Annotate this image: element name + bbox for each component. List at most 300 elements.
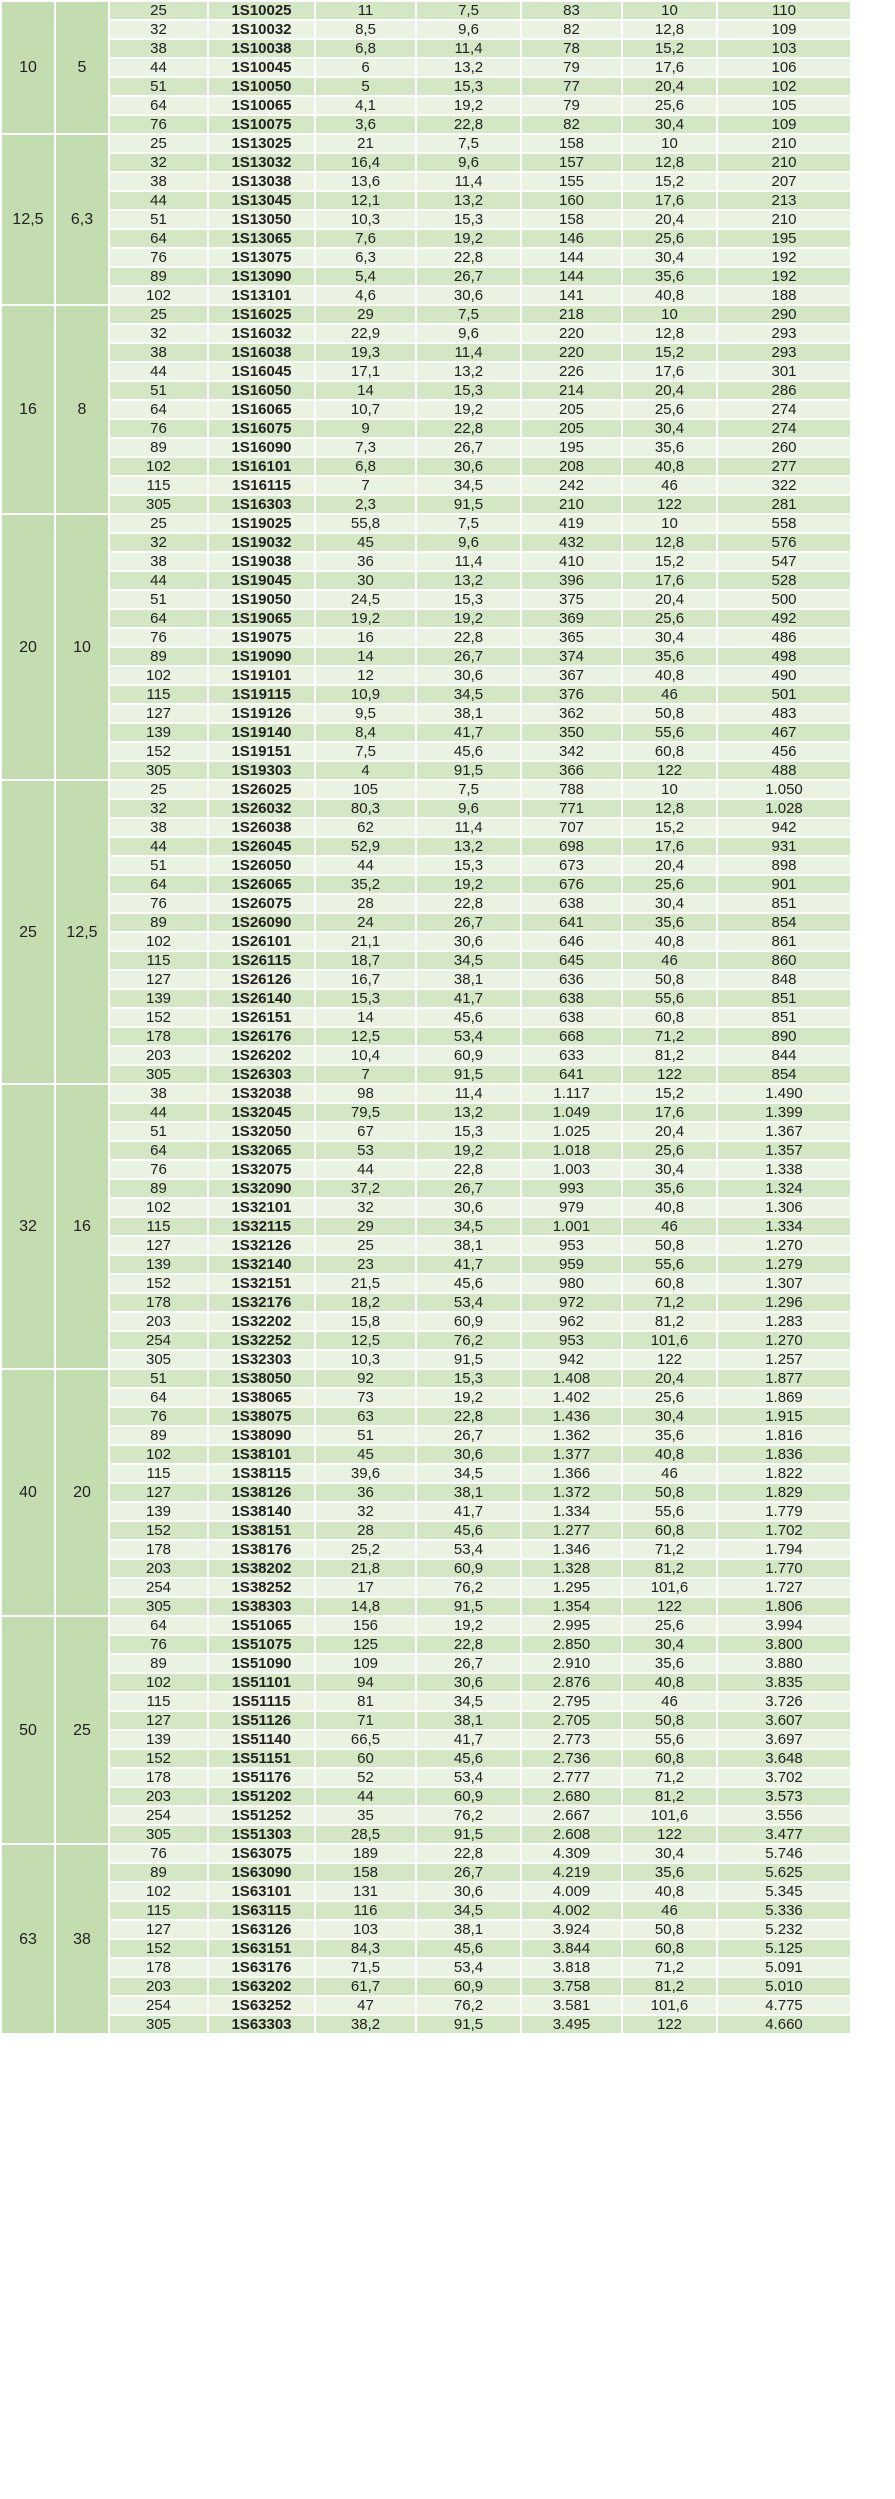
code-cell: 1S38115 xyxy=(208,1464,315,1483)
table-row xyxy=(1,1027,851,1046)
value-b-cell: 30,6 xyxy=(416,457,521,476)
value-d-cell: 55,6 xyxy=(622,1255,717,1274)
code-cell: 1S51176 xyxy=(208,1768,315,1787)
code-cell: 1S13025 xyxy=(208,134,315,153)
value-a-cell: 18,7 xyxy=(315,951,416,970)
group-half-cell: 16 xyxy=(55,1084,109,1369)
value-c-cell: 979 xyxy=(521,1198,622,1217)
value-e-cell: 322 xyxy=(717,476,851,495)
value-e-cell: 195 xyxy=(717,229,851,248)
code-cell: 1S13075 xyxy=(208,248,315,267)
value-b-cell: 91,5 xyxy=(416,1350,521,1369)
value-b-cell: 9,6 xyxy=(416,153,521,172)
size-cell: 127 xyxy=(109,1920,208,1939)
value-c-cell: 1.366 xyxy=(521,1464,622,1483)
value-c-cell: 365 xyxy=(521,628,622,647)
value-d-cell: 40,8 xyxy=(622,1198,717,1217)
value-a-cell: 15,8 xyxy=(315,1312,416,1331)
value-e-cell: 286 xyxy=(717,381,851,400)
value-c-cell: 2.705 xyxy=(521,1711,622,1730)
value-e-cell: 103 xyxy=(717,39,851,58)
table-row xyxy=(1,1198,851,1217)
value-d-cell: 35,6 xyxy=(622,913,717,932)
value-e-cell: 854 xyxy=(717,1065,851,1084)
table-row xyxy=(1,20,851,39)
value-b-cell: 19,2 xyxy=(416,875,521,894)
group-half-cell: 20 xyxy=(55,1369,109,1616)
value-e-cell: 1.836 xyxy=(717,1445,851,1464)
value-d-cell: 35,6 xyxy=(622,267,717,286)
table-row xyxy=(1,362,851,381)
code-cell: 1S13045 xyxy=(208,191,315,210)
size-cell: 89 xyxy=(109,1654,208,1673)
size-cell: 254 xyxy=(109,1331,208,1350)
value-c-cell: 350 xyxy=(521,723,622,742)
size-cell: 64 xyxy=(109,229,208,248)
code-cell: 1S51151 xyxy=(208,1749,315,1768)
size-cell: 102 xyxy=(109,932,208,951)
value-a-cell: 47 xyxy=(315,1996,416,2015)
table-row xyxy=(1,989,851,1008)
value-b-cell: 38,1 xyxy=(416,1236,521,1255)
size-cell: 44 xyxy=(109,58,208,77)
value-c-cell: 959 xyxy=(521,1255,622,1274)
value-d-cell: 71,2 xyxy=(622,1027,717,1046)
size-cell: 178 xyxy=(109,1293,208,1312)
value-c-cell: 205 xyxy=(521,400,622,419)
group-diameter-cell: 20 xyxy=(1,514,55,780)
value-c-cell: 83 xyxy=(521,1,622,20)
value-b-cell: 9,6 xyxy=(416,324,521,343)
table-row xyxy=(1,1958,851,1977)
value-b-cell: 38,1 xyxy=(416,704,521,723)
size-cell: 139 xyxy=(109,1502,208,1521)
value-a-cell: 5,4 xyxy=(315,267,416,286)
value-b-cell: 38,1 xyxy=(416,1920,521,1939)
code-cell: 1S38126 xyxy=(208,1483,315,1502)
table-row xyxy=(1,1369,851,1388)
table-row xyxy=(1,1844,851,1863)
table-row xyxy=(1,571,851,590)
value-a-cell: 4 xyxy=(315,761,416,780)
value-a-cell: 7,3 xyxy=(315,438,416,457)
code-cell: 1S10032 xyxy=(208,20,315,39)
code-cell: 1S51140 xyxy=(208,1730,315,1749)
value-a-cell: 30 xyxy=(315,571,416,590)
value-b-cell: 13,2 xyxy=(416,837,521,856)
size-cell: 38 xyxy=(109,818,208,837)
value-b-cell: 30,6 xyxy=(416,932,521,951)
value-b-cell: 30,6 xyxy=(416,1882,521,1901)
value-b-cell: 11,4 xyxy=(416,39,521,58)
size-cell: 32 xyxy=(109,20,208,39)
value-c-cell: 2.995 xyxy=(521,1616,622,1635)
code-cell: 1S26032 xyxy=(208,799,315,818)
value-e-cell: 3.800 xyxy=(717,1635,851,1654)
value-b-cell: 76,2 xyxy=(416,1806,521,1825)
value-a-cell: 10,7 xyxy=(315,400,416,419)
value-a-cell: 23 xyxy=(315,1255,416,1274)
value-a-cell: 71 xyxy=(315,1711,416,1730)
value-a-cell: 71,5 xyxy=(315,1958,416,1977)
value-d-cell: 30,4 xyxy=(622,1635,717,1654)
value-e-cell: 456 xyxy=(717,742,851,761)
value-c-cell: 638 xyxy=(521,1008,622,1027)
value-a-cell: 19,3 xyxy=(315,343,416,362)
value-e-cell: 1.257 xyxy=(717,1350,851,1369)
table-row xyxy=(1,1692,851,1711)
table-row xyxy=(1,39,851,58)
value-b-cell: 38,1 xyxy=(416,1483,521,1502)
value-a-cell: 66,5 xyxy=(315,1730,416,1749)
code-cell: 1S10075 xyxy=(208,115,315,134)
size-cell: 89 xyxy=(109,1426,208,1445)
value-d-cell: 15,2 xyxy=(622,39,717,58)
code-cell: 1S26303 xyxy=(208,1065,315,1084)
value-a-cell: 131 xyxy=(315,1882,416,1901)
value-e-cell: 293 xyxy=(717,343,851,362)
table-row xyxy=(1,210,851,229)
value-c-cell: 4.009 xyxy=(521,1882,622,1901)
value-c-cell: 638 xyxy=(521,989,622,1008)
value-a-cell: 25 xyxy=(315,1236,416,1255)
value-d-cell: 122 xyxy=(622,2015,717,2034)
value-a-cell: 14,8 xyxy=(315,1597,416,1616)
value-d-cell: 50,8 xyxy=(622,1920,717,1939)
code-cell: 1S38252 xyxy=(208,1578,315,1597)
value-e-cell: 4.775 xyxy=(717,1996,851,2015)
table-row xyxy=(1,1521,851,1540)
code-cell: 1S13038 xyxy=(208,172,315,191)
value-b-cell: 53,4 xyxy=(416,1768,521,1787)
size-cell: 139 xyxy=(109,1255,208,1274)
value-b-cell: 19,2 xyxy=(416,1616,521,1635)
value-c-cell: 2.680 xyxy=(521,1787,622,1806)
size-cell: 25 xyxy=(109,134,208,153)
value-a-cell: 2,3 xyxy=(315,495,416,514)
value-e-cell: 3.477 xyxy=(717,1825,851,1844)
value-a-cell: 51 xyxy=(315,1426,416,1445)
value-a-cell: 16,7 xyxy=(315,970,416,989)
value-c-cell: 158 xyxy=(521,134,622,153)
value-e-cell: 5.345 xyxy=(717,1882,851,1901)
value-e-cell: 5.010 xyxy=(717,1977,851,1996)
code-cell: 1S63202 xyxy=(208,1977,315,1996)
code-cell: 1S51252 xyxy=(208,1806,315,1825)
value-d-cell: 15,2 xyxy=(622,818,717,837)
value-b-cell: 34,5 xyxy=(416,685,521,704)
code-cell: 1S26202 xyxy=(208,1046,315,1065)
value-e-cell: 192 xyxy=(717,267,851,286)
group-half-cell: 10 xyxy=(55,514,109,780)
value-a-cell: 45 xyxy=(315,533,416,552)
value-a-cell: 39,6 xyxy=(315,1464,416,1483)
value-d-cell: 20,4 xyxy=(622,210,717,229)
value-c-cell: 78 xyxy=(521,39,622,58)
size-cell: 305 xyxy=(109,761,208,780)
table-row xyxy=(1,438,851,457)
value-c-cell: 1.295 xyxy=(521,1578,622,1597)
value-a-cell: 52 xyxy=(315,1768,416,1787)
value-c-cell: 1.003 xyxy=(521,1160,622,1179)
table-row xyxy=(1,1065,851,1084)
value-e-cell: 492 xyxy=(717,609,851,628)
table-row xyxy=(1,932,851,951)
size-cell: 51 xyxy=(109,1122,208,1141)
value-a-cell: 189 xyxy=(315,1844,416,1863)
size-cell: 64 xyxy=(109,609,208,628)
size-cell: 102 xyxy=(109,1445,208,1464)
value-d-cell: 30,4 xyxy=(622,419,717,438)
value-c-cell: 707 xyxy=(521,818,622,837)
value-a-cell: 24,5 xyxy=(315,590,416,609)
group-diameter-cell: 16 xyxy=(1,305,55,514)
size-cell: 51 xyxy=(109,1369,208,1388)
table-row xyxy=(1,305,851,324)
value-a-cell: 103 xyxy=(315,1920,416,1939)
value-a-cell: 32 xyxy=(315,1502,416,1521)
value-e-cell: 1.306 xyxy=(717,1198,851,1217)
code-cell: 1S38101 xyxy=(208,1445,315,1464)
value-e-cell: 5.746 xyxy=(717,1844,851,1863)
table-row xyxy=(1,1122,851,1141)
value-a-cell: 28 xyxy=(315,894,416,913)
value-c-cell: 646 xyxy=(521,932,622,951)
value-a-cell: 17,1 xyxy=(315,362,416,381)
code-cell: 1S32065 xyxy=(208,1141,315,1160)
value-c-cell: 1.049 xyxy=(521,1103,622,1122)
table-row xyxy=(1,742,851,761)
value-a-cell: 73 xyxy=(315,1388,416,1407)
value-c-cell: 1.354 xyxy=(521,1597,622,1616)
table-row xyxy=(1,343,851,362)
table-row xyxy=(1,1084,851,1103)
value-e-cell: 3.702 xyxy=(717,1768,851,1787)
table-row xyxy=(1,1426,851,1445)
code-cell: 1S19038 xyxy=(208,552,315,571)
value-d-cell: 46 xyxy=(622,685,717,704)
code-cell: 1S51090 xyxy=(208,1654,315,1673)
value-d-cell: 122 xyxy=(622,495,717,514)
value-c-cell: 645 xyxy=(521,951,622,970)
value-b-cell: 91,5 xyxy=(416,1825,521,1844)
value-c-cell: 636 xyxy=(521,970,622,989)
size-cell: 305 xyxy=(109,1065,208,1084)
code-cell: 1S38140 xyxy=(208,1502,315,1521)
table-row xyxy=(1,818,851,837)
value-c-cell: 155 xyxy=(521,172,622,191)
size-cell: 89 xyxy=(109,1179,208,1198)
table-row xyxy=(1,1274,851,1293)
value-c-cell: 698 xyxy=(521,837,622,856)
value-b-cell: 26,7 xyxy=(416,267,521,286)
value-b-cell: 26,7 xyxy=(416,647,521,666)
value-e-cell: 890 xyxy=(717,1027,851,1046)
value-a-cell: 44 xyxy=(315,856,416,875)
size-cell: 51 xyxy=(109,381,208,400)
value-a-cell: 7,5 xyxy=(315,742,416,761)
size-cell: 25 xyxy=(109,305,208,324)
value-a-cell: 17 xyxy=(315,1578,416,1597)
value-c-cell: 942 xyxy=(521,1350,622,1369)
value-d-cell: 30,4 xyxy=(622,894,717,913)
table-row xyxy=(1,970,851,989)
code-cell: 1S51075 xyxy=(208,1635,315,1654)
value-c-cell: 366 xyxy=(521,761,622,780)
code-cell: 1S51065 xyxy=(208,1616,315,1635)
table-row xyxy=(1,1483,851,1502)
value-a-cell: 10,3 xyxy=(315,1350,416,1369)
table-row xyxy=(1,134,851,153)
size-cell: 44 xyxy=(109,1103,208,1122)
code-cell: 1S19115 xyxy=(208,685,315,704)
value-a-cell: 11 xyxy=(315,1,416,20)
value-c-cell: 1.436 xyxy=(521,1407,622,1426)
size-cell: 89 xyxy=(109,438,208,457)
value-d-cell: 25,6 xyxy=(622,400,717,419)
value-a-cell: 13,6 xyxy=(315,172,416,191)
value-a-cell: 36 xyxy=(315,1483,416,1502)
value-d-cell: 35,6 xyxy=(622,647,717,666)
table-row xyxy=(1,1673,851,1692)
table-row xyxy=(1,1046,851,1065)
value-a-cell: 125 xyxy=(315,1635,416,1654)
code-cell: 1S26065 xyxy=(208,875,315,894)
code-cell: 1S26101 xyxy=(208,932,315,951)
value-e-cell: 1.806 xyxy=(717,1597,851,1616)
value-e-cell: 861 xyxy=(717,932,851,951)
value-c-cell: 410 xyxy=(521,552,622,571)
value-e-cell: 210 xyxy=(717,134,851,153)
value-e-cell: 1.283 xyxy=(717,1312,851,1331)
code-cell: 1S19101 xyxy=(208,666,315,685)
code-cell: 1S38075 xyxy=(208,1407,315,1426)
code-cell: 1S32140 xyxy=(208,1255,315,1274)
value-d-cell: 10 xyxy=(622,305,717,324)
value-d-cell: 25,6 xyxy=(622,229,717,248)
value-b-cell: 9,6 xyxy=(416,20,521,39)
size-cell: 64 xyxy=(109,1141,208,1160)
value-c-cell: 993 xyxy=(521,1179,622,1198)
table-row xyxy=(1,248,851,267)
table-row xyxy=(1,1920,851,1939)
code-cell: 1S32101 xyxy=(208,1198,315,1217)
value-d-cell: 35,6 xyxy=(622,1863,717,1882)
size-cell: 115 xyxy=(109,476,208,495)
table-row xyxy=(1,1882,851,1901)
code-cell: 1S32045 xyxy=(208,1103,315,1122)
table-row xyxy=(1,1160,851,1179)
value-d-cell: 60,8 xyxy=(622,1008,717,1027)
value-e-cell: 3.835 xyxy=(717,1673,851,1692)
value-a-cell: 32 xyxy=(315,1198,416,1217)
value-e-cell: 1.357 xyxy=(717,1141,851,1160)
value-c-cell: 673 xyxy=(521,856,622,875)
group-half-cell: 6,3 xyxy=(55,134,109,305)
code-cell: 1S51202 xyxy=(208,1787,315,1806)
value-e-cell: 854 xyxy=(717,913,851,932)
table-row xyxy=(1,1502,851,1521)
table-row xyxy=(1,1141,851,1160)
code-cell: 1S10038 xyxy=(208,39,315,58)
table-row xyxy=(1,685,851,704)
value-b-cell: 45,6 xyxy=(416,1939,521,1958)
value-c-cell: 2.667 xyxy=(521,1806,622,1825)
code-cell: 1S32252 xyxy=(208,1331,315,1350)
table-row xyxy=(1,1939,851,1958)
size-cell: 127 xyxy=(109,970,208,989)
table-row xyxy=(1,1977,851,1996)
table-row xyxy=(1,115,851,134)
value-e-cell: 5.125 xyxy=(717,1939,851,1958)
table-row xyxy=(1,381,851,400)
value-b-cell: 45,6 xyxy=(416,1521,521,1540)
code-cell: 1S51126 xyxy=(208,1711,315,1730)
code-cell: 1S26075 xyxy=(208,894,315,913)
value-a-cell: 80,3 xyxy=(315,799,416,818)
table-row xyxy=(1,780,851,799)
value-d-cell: 71,2 xyxy=(622,1540,717,1559)
value-c-cell: 1.402 xyxy=(521,1388,622,1407)
value-a-cell: 3,6 xyxy=(315,115,416,134)
value-e-cell: 851 xyxy=(717,989,851,1008)
value-d-cell: 25,6 xyxy=(622,1141,717,1160)
value-b-cell: 13,2 xyxy=(416,1103,521,1122)
value-a-cell: 21,1 xyxy=(315,932,416,951)
code-cell: 1S32151 xyxy=(208,1274,315,1293)
code-cell: 1S16025 xyxy=(208,305,315,324)
value-e-cell: 851 xyxy=(717,1008,851,1027)
value-e-cell: 501 xyxy=(717,685,851,704)
value-b-cell: 11,4 xyxy=(416,552,521,571)
value-c-cell: 953 xyxy=(521,1236,622,1255)
value-b-cell: 41,7 xyxy=(416,723,521,742)
value-b-cell: 76,2 xyxy=(416,1331,521,1350)
value-c-cell: 641 xyxy=(521,1065,622,1084)
value-a-cell: 6,3 xyxy=(315,248,416,267)
size-cell: 76 xyxy=(109,628,208,647)
value-c-cell: 218 xyxy=(521,305,622,324)
code-cell: 1S38151 xyxy=(208,1521,315,1540)
table-row xyxy=(1,552,851,571)
value-b-cell: 26,7 xyxy=(416,1654,521,1673)
value-a-cell: 105 xyxy=(315,780,416,799)
value-d-cell: 30,4 xyxy=(622,1844,717,1863)
value-e-cell: 558 xyxy=(717,514,851,533)
table-row xyxy=(1,609,851,628)
table-row xyxy=(1,1331,851,1350)
value-b-cell: 30,6 xyxy=(416,1445,521,1464)
value-e-cell: 1.702 xyxy=(717,1521,851,1540)
value-e-cell: 547 xyxy=(717,552,851,571)
value-c-cell: 2.795 xyxy=(521,1692,622,1711)
code-cell: 1S13032 xyxy=(208,153,315,172)
value-b-cell: 11,4 xyxy=(416,818,521,837)
value-d-cell: 20,4 xyxy=(622,590,717,609)
value-e-cell: 1.270 xyxy=(717,1331,851,1350)
size-cell: 64 xyxy=(109,96,208,115)
value-e-cell: 207 xyxy=(717,172,851,191)
value-c-cell: 972 xyxy=(521,1293,622,1312)
value-e-cell: 293 xyxy=(717,324,851,343)
value-d-cell: 15,2 xyxy=(622,172,717,191)
value-a-cell: 53 xyxy=(315,1141,416,1160)
code-cell: 1S19050 xyxy=(208,590,315,609)
value-d-cell: 10 xyxy=(622,780,717,799)
value-a-cell: 21,8 xyxy=(315,1559,416,1578)
value-b-cell: 45,6 xyxy=(416,742,521,761)
code-cell: 1S51115 xyxy=(208,1692,315,1711)
